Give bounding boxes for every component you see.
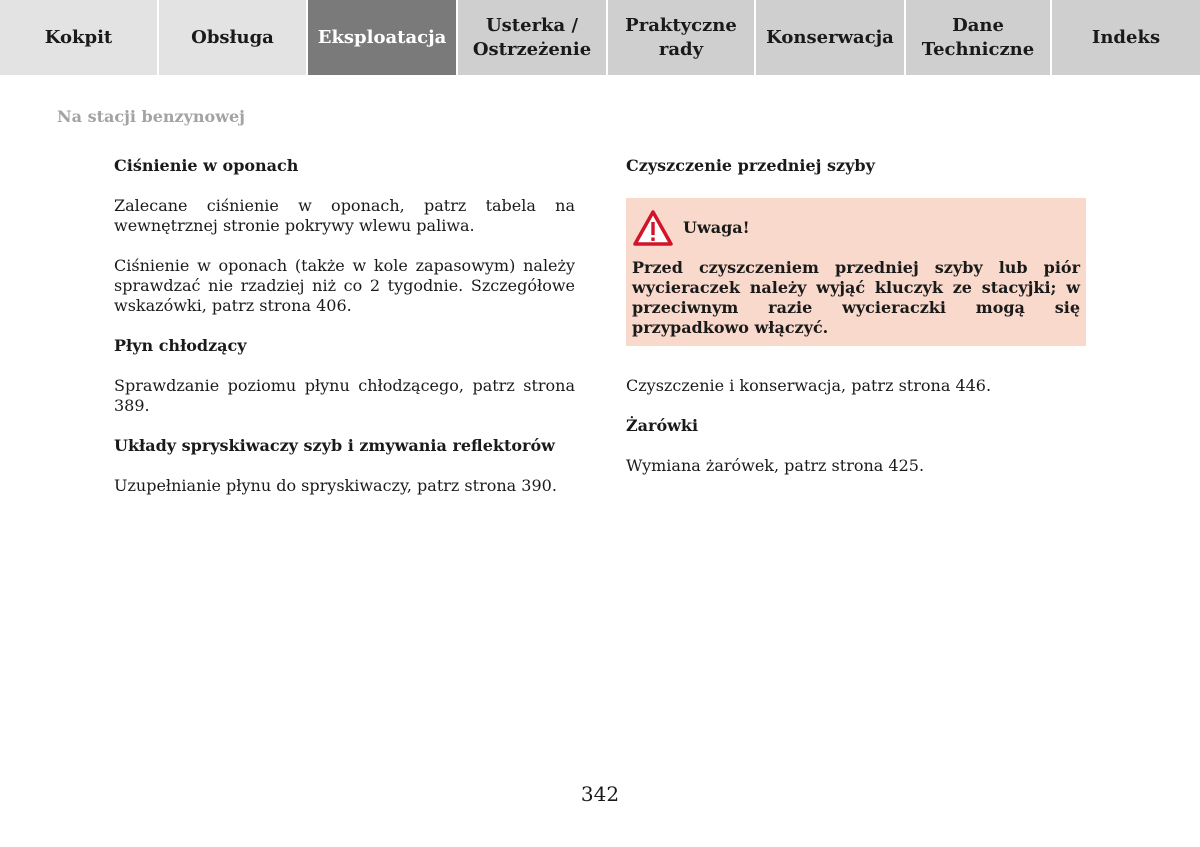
coolant-heading: Płyn chłodzący — [114, 336, 247, 355]
tab-kokpit[interactable]: Kokpit — [0, 0, 159, 75]
warning-title: Uwaga! — [683, 218, 750, 237]
warning-triangle-icon — [632, 209, 674, 247]
right-column — [626, 156, 1086, 476]
tab-obsluga[interactable]: Obsługa — [159, 0, 308, 75]
coolant-paragraph: Sprawdzanie poziomu płynu chłodzącego, patrz strona 389. — [114, 376, 575, 415]
tire-pressure-paragraph-1: Zalecane ciśnienie w oponach, patrz tabela na wewnętrznej stronie pokrywy wlewu paliwa. — [114, 196, 575, 235]
warning-text: Przed czyszczeniem przedniej szyby lub piór wycieraczek należy wyjąć kluczyk ze stacyjki; w przeciwnym razie wycieraczki mogą się przypadkowo włączyć. — [632, 258, 1080, 337]
bulbs-heading: Żarówki — [626, 416, 699, 435]
page-number: 342 — [580, 782, 620, 806]
tab-eksploatacja[interactable]: Eksploatacja — [308, 0, 458, 75]
tab-bar — [0, 0, 1200, 75]
washer-heading: Układy spryskiwaczy szyb i zmywania reflektorów — [114, 436, 555, 455]
left-column — [114, 156, 575, 496]
tab-konserwacja[interactable]: Konserwacja — [756, 0, 906, 75]
washer-paragraph: Uzupełnianie płynu do spryskiwaczy, patrz strona 390. — [114, 476, 557, 495]
tab-praktyczne-rady[interactable]: Praktyczne rady — [608, 0, 756, 75]
tab-usterka-ostrzezenie[interactable]: Usterka / Ostrzeżenie — [458, 0, 608, 75]
tire-pressure-heading: Ciśnienie w oponach — [114, 156, 299, 175]
tire-pressure-paragraph-2: Ciśnienie w oponach (także w kole zapasowym) należy sprawdzać nie rzadziej niż co 2 tygodnie. Szczegółowe wskazówki, patrz strona 406. — [114, 256, 575, 315]
warning-box — [626, 198, 1086, 346]
bulbs-paragraph: Wymiana żarówek, patrz strona 425. — [626, 456, 925, 475]
windshield-cleaning-heading: Czyszczenie przedniej szyby — [626, 156, 875, 175]
tab-indeks[interactable]: Indeks — [1052, 0, 1200, 75]
section-header: Na stacji benzynowej — [57, 107, 245, 126]
cleaning-paragraph: Czyszczenie i konserwacja, patrz strona 446. — [626, 376, 992, 395]
tab-dane-techniczne[interactable]: Dane Techniczne — [906, 0, 1052, 75]
